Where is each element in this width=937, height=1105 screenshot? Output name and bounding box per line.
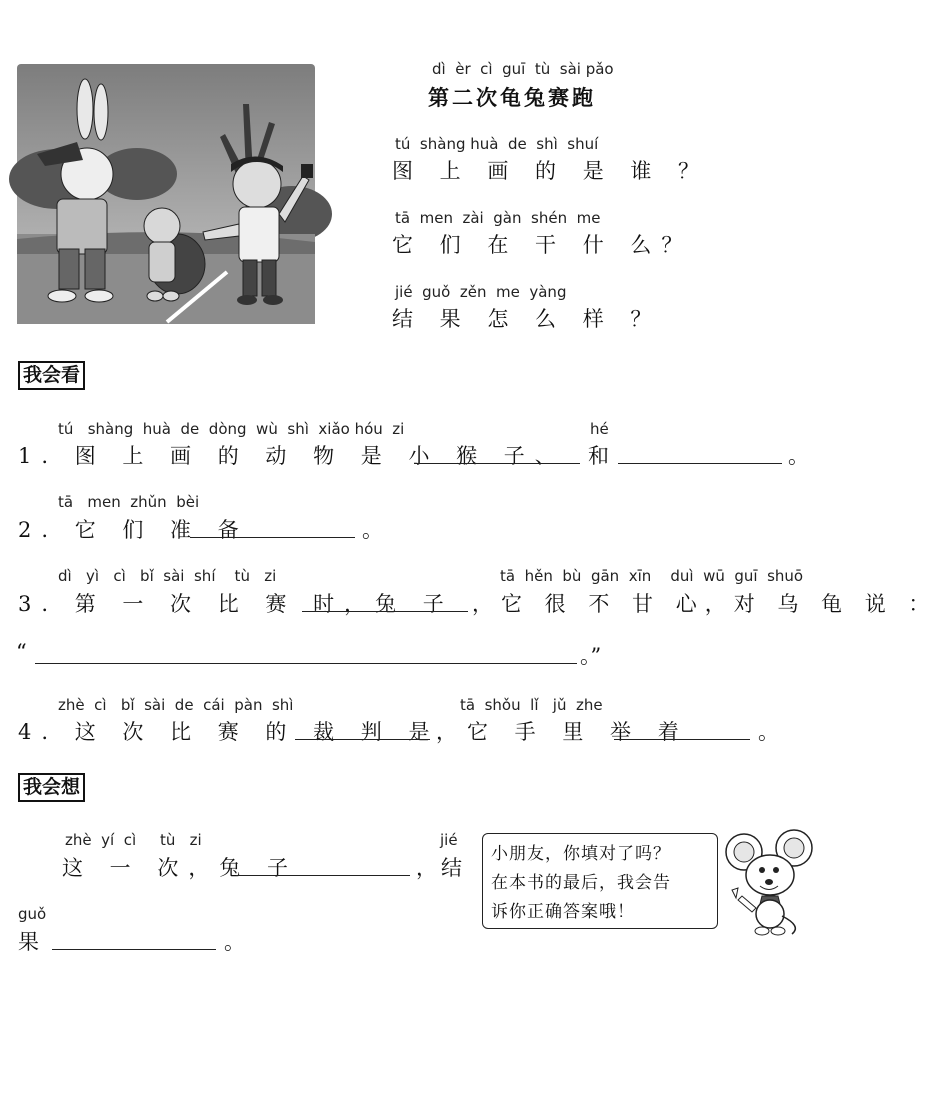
item1-pinyin-b: hé <box>590 420 609 438</box>
think-pinyin-a: zhè yí cì tù zi <box>65 831 202 849</box>
question-1-pinyin: tú shàng huà de shì shuí <box>395 135 599 153</box>
item3-quote-close: 。” <box>580 644 602 668</box>
item2-end: 。 <box>362 518 393 542</box>
think-text-c: 果 <box>18 930 49 954</box>
think-text-a: 这 一 次，兔 子 <box>62 856 299 880</box>
item4-blank-2[interactable] <box>614 719 750 740</box>
think-blank-2[interactable] <box>52 929 216 950</box>
item3-text-b: ，它 很 不 甘 心，对 乌 龟 说 ： <box>472 592 937 616</box>
question-3-pinyin: jié guǒ zěn me yàng <box>395 283 567 301</box>
item4-pinyin-b: tā shǒu lǐ jǔ zhe <box>460 696 603 714</box>
think-text-b: ，结 <box>416 856 466 880</box>
question-2-text: 它 们 在 干 什 么？ <box>392 233 693 257</box>
section-label-think: 我会想 <box>18 773 85 802</box>
think-end: 。 <box>224 930 255 954</box>
think-blank-1[interactable] <box>236 855 410 876</box>
item3-pinyin-b: tā hěn bù gān xīn duì wū guī shuō <box>500 567 804 585</box>
bubble-line-3: 诉你正确答案哦！ <box>491 902 635 922</box>
story-illustration <box>17 64 315 324</box>
think-pinyin-c: guǒ <box>18 905 47 923</box>
item3-quote-open: “ <box>16 640 37 664</box>
title-pinyin: dì èr cì guī tù sài pǎo <box>432 60 614 78</box>
bubble-line-1: 小朋友，你填对了吗？ <box>491 844 671 864</box>
item1-text-b: 和 <box>588 444 619 468</box>
item4-text-b: ，它 手 里 举 着 <box>436 720 689 744</box>
item2-blank[interactable] <box>190 517 355 538</box>
item4-text-a: 4. 这 次 比 赛 的 裁 判 是 <box>18 720 440 744</box>
question-2-pinyin: tā men zài gàn shén me <box>395 209 601 227</box>
hint-speech-bubble <box>482 833 718 929</box>
item3-pinyin-a: dì yì cì bǐ sài shí tù zi <box>58 567 277 585</box>
item4-end: 。 <box>758 720 789 744</box>
item1-pinyin-a: tú shàng huà de dòng wù shì xiǎo hóu zi <box>58 420 405 438</box>
item2-text-a: 2. 它 们 准 备 <box>18 518 249 542</box>
mouse-mascot-icon <box>722 830 814 940</box>
item4-pinyin-a: zhè cì bǐ sài de cái pàn shì <box>58 696 294 714</box>
item2-pinyin-a: tā men zhǔn bèi <box>58 493 200 511</box>
item3-blank-quote[interactable] <box>35 643 577 664</box>
item3-text-a: 3. 第 一 次 比 赛 时，兔 子 <box>18 592 454 616</box>
bubble-line-2: 在本书的最后，我会告 <box>491 873 671 893</box>
item1-blank-2[interactable] <box>618 443 782 464</box>
item4-blank-1[interactable] <box>295 719 430 740</box>
think-pinyin-b: jié <box>440 831 458 849</box>
item1-blank-1[interactable] <box>414 443 580 464</box>
question-3-text: 结 果 怎 么 样 ？ <box>392 307 662 331</box>
page-title: 第二次龟兔赛跑 <box>428 86 596 110</box>
section-label-look: 我会看 <box>18 361 85 390</box>
item1-text-a: 1. 图 上 画 的 动 物 是 小 猴 子、 <box>18 444 566 468</box>
question-1-text: 图 上 画 的 是 谁 ？ <box>392 159 710 183</box>
item1-end: 。 <box>788 444 819 468</box>
item3-blank-1[interactable] <box>302 591 468 612</box>
